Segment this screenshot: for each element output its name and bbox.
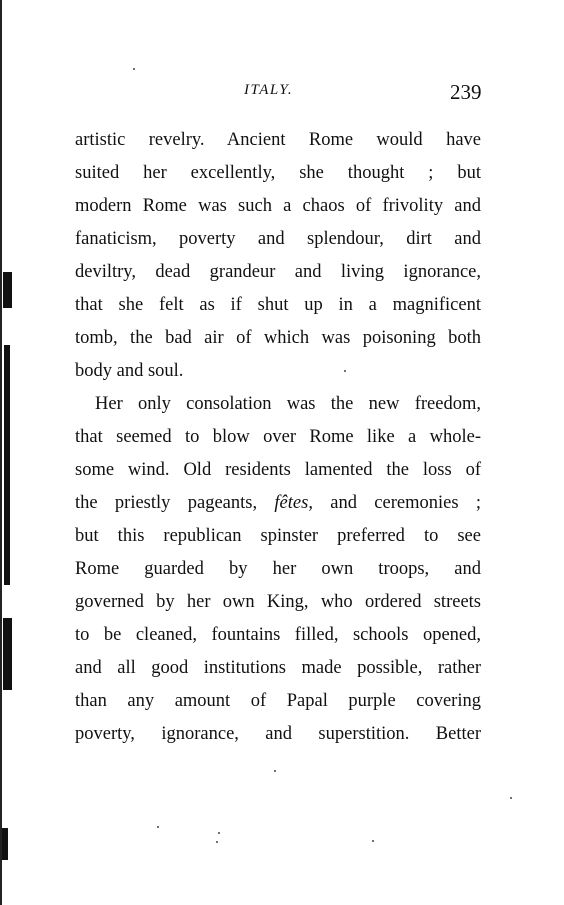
running-head: ITALY. [244, 82, 294, 98]
binding-mark [4, 345, 10, 585]
text-line: that she felt as if shut up in a magnificent [75, 295, 481, 315]
text-line: suited her excellently, she thought ; but [75, 163, 481, 183]
binding-mark [3, 272, 12, 308]
text-line: artistic revelry. Ancient Rome would have [75, 130, 481, 150]
scan-speck [216, 841, 218, 843]
scan-speck [372, 840, 374, 842]
italic-word: fêtes [274, 493, 309, 513]
scan-speck [218, 832, 220, 834]
text-line: some wind. Old residents lamented the loss of [75, 460, 481, 480]
text-line: deviltry, dead grandeur and living ignorance, [75, 262, 481, 282]
text-line: that seemed to blow over Rome like a whole- [75, 427, 481, 447]
text-line: and all good institutions made possible, rather [75, 658, 481, 678]
text-line: governed by her own King, who ordered streets [75, 592, 481, 612]
text-line: modern Rome was such a chaos of frivolity and [75, 196, 481, 216]
text-line: tomb, the bad air of which was poisoning both [75, 328, 481, 348]
paragraph [75, 388, 481, 751]
text-line: than any amount of Papal purple covering [75, 691, 481, 711]
page-header [0, 80, 564, 110]
binding-edge [0, 0, 2, 905]
scan-speck [510, 797, 512, 799]
text-line: the priestly pageants, fêtes, and ceremonies ; [75, 493, 481, 513]
scan-speck [133, 68, 135, 70]
text-line: Her only consolation was the new freedom, [95, 394, 481, 414]
paragraph [75, 124, 481, 388]
binding-mark [3, 618, 12, 690]
text-line: to be cleaned, fountains filled, schools opened, [75, 625, 481, 645]
text-line: body and soul. [75, 361, 184, 381]
binding-mark [2, 828, 8, 860]
text-line: Rome guarded by her own troops, and [75, 559, 481, 579]
text-line: fanaticism, poverty and splendour, dirt and [75, 229, 481, 249]
text-line: poverty, ignorance, and superstition. Better [75, 724, 481, 744]
text-line: but this republican spinster preferred to see [75, 526, 481, 546]
scan-speck [274, 770, 276, 772]
page-number: 239 [450, 80, 482, 104]
scan-speck [157, 826, 159, 828]
body-text [75, 124, 481, 751]
